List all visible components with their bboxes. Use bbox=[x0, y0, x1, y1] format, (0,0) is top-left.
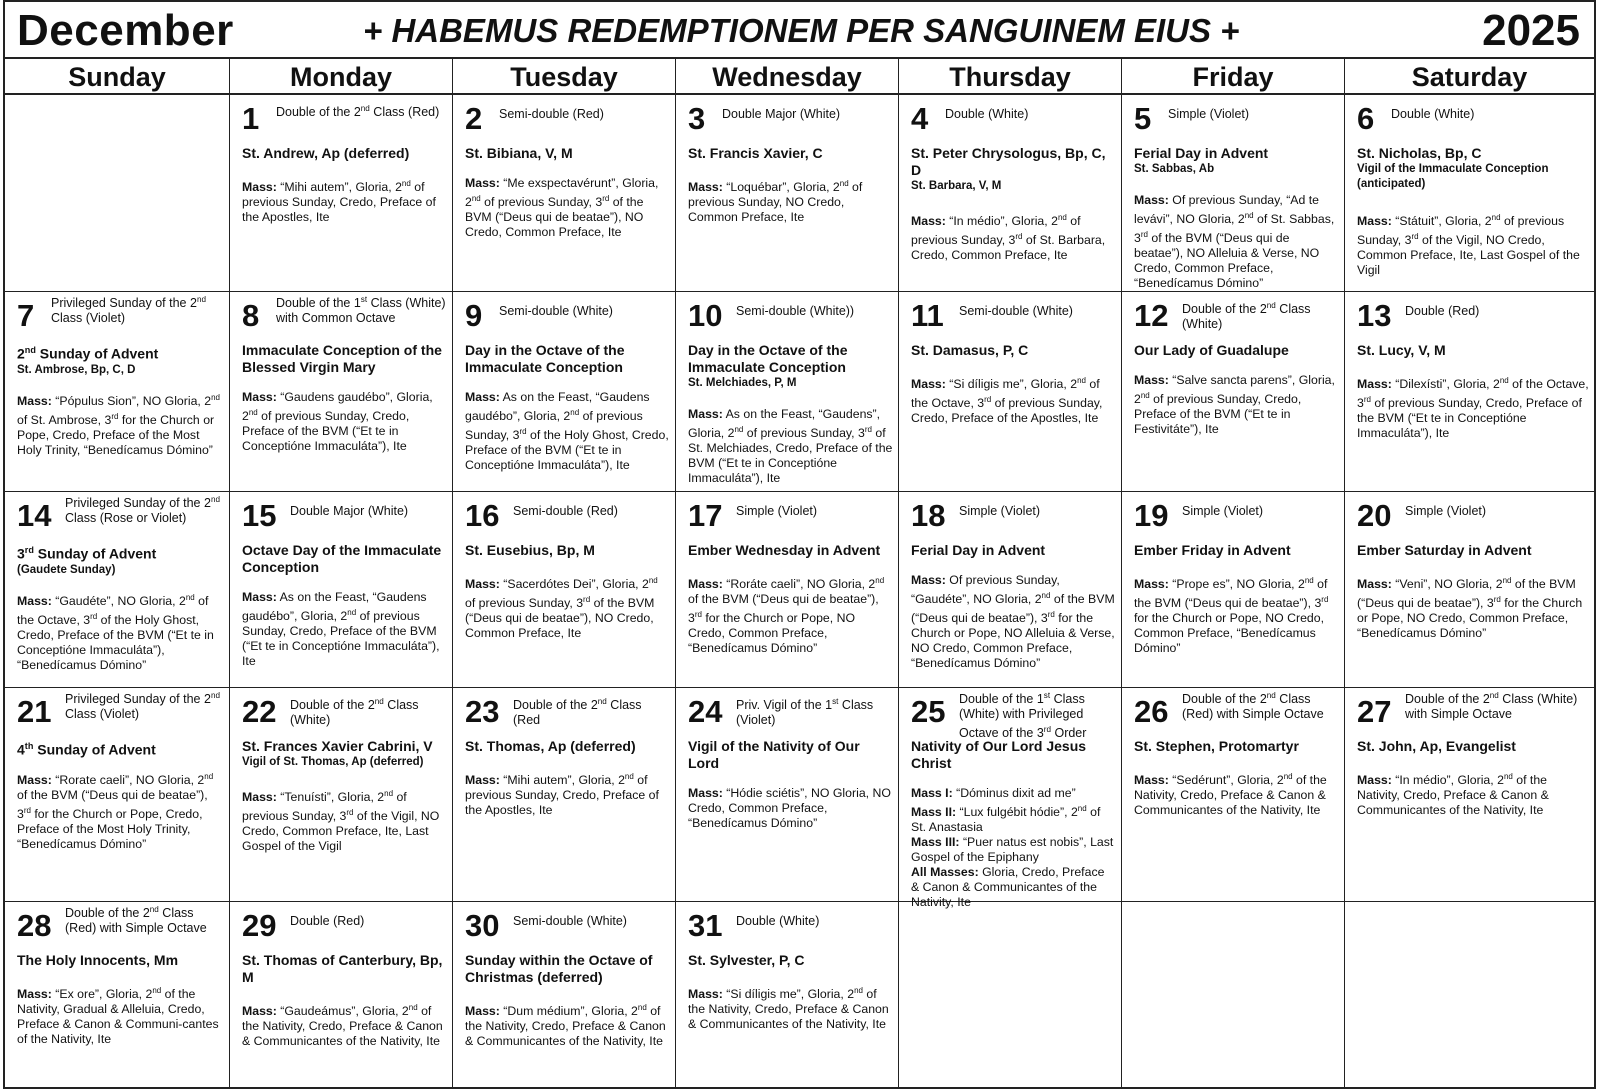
mass-notes: Mass: “Loquébar”, Gloria, 2nd of previous Sunday, NO Credo, Common Preface, Ite bbox=[688, 179, 863, 225]
mass-notes: Mass: “Veni”, NO Gloria, 2nd of the BVM (“Deus qui de beatae”), 3rd for the Church or Pope, NO Credo, Common Preface, “Benedícamus Dómino” bbox=[1357, 576, 1583, 641]
feast-title: Nativity of Our Lord Jesus Christ bbox=[911, 738, 1087, 771]
day-cell bbox=[5, 292, 230, 492]
liturgical-rank: Semi-double (White)) bbox=[736, 304, 855, 318]
feast-title: Ferial Day in Advent bbox=[911, 542, 1046, 558]
mass-notes: Mass: “Sacerdótes Dei”, Gloria, 2nd of previous Sunday, 3rd of the BVM (“Deus qui de beatae”), NO Credo, Common Preface, Ite bbox=[465, 576, 658, 641]
day-number: 15 bbox=[242, 498, 277, 533]
liturgical-rank: Double (Red) bbox=[1405, 304, 1480, 318]
mass-notes: Mass: “Tenuísti”, Gloria, 2nd of previous Sunday, 3rd of the Vigil, NO Credo, Common Preface, Ite, Last Gospel of the Vigil bbox=[242, 789, 440, 854]
calendar-header bbox=[5, 2, 1594, 59]
liturgical-rank: Double of the 1st Class (White) with Privileged Octave of the 3rd Order bbox=[959, 691, 1087, 741]
liturgical-rank: Double of the 2nd Class (Red bbox=[513, 697, 642, 728]
liturgical-rank: Double of the 2nd Class (Red) with Simple Octave bbox=[1182, 691, 1324, 722]
liturgical-rank: Semi-double (White) bbox=[959, 304, 1073, 318]
feast-title: St. Damasus, P, C bbox=[911, 342, 1029, 358]
empty-cell bbox=[5, 95, 230, 292]
day-cell bbox=[1122, 688, 1345, 902]
mass-notes: Mass: “In médio”, Gloria, 2nd of previous Sunday, 3rd of St. Barbara, Credo, Common Preface, Ite bbox=[911, 213, 1106, 263]
mass-notes: Mass: “Hódie sciétis”, NO Gloria, NO Credo, Common Preface, “Benedícamus Dómino” bbox=[688, 786, 891, 830]
liturgical-rank: Priv. Vigil of the 1st Class (Violet) bbox=[736, 697, 874, 728]
commemoration: Vigil of the Immaculate Conception (anticipated) bbox=[1357, 163, 1549, 190]
weekday-header: Saturday bbox=[1345, 59, 1594, 95]
liturgical-rank: Double of the 2nd Class (White) with Simple Octave bbox=[1405, 691, 1578, 722]
liturgical-rank: Semi-double (Red) bbox=[499, 107, 604, 121]
liturgical-rank: Simple (Violet) bbox=[736, 504, 818, 518]
commemoration: (Gaudete Sunday) bbox=[17, 563, 116, 576]
mass-notes: Mass: “Gaudens gaudébo”, Gloria, 2nd of previous Sunday, Credo, Preface of the BVM (“Et te in Conceptióne Immaculáta”), Ite bbox=[242, 390, 433, 454]
liturgical-rank: Double Major (White) bbox=[290, 504, 409, 518]
liturgical-rank: Double (White) bbox=[1391, 107, 1475, 121]
feast-title: Our Lady of Guadalupe bbox=[1134, 342, 1289, 358]
mass-notes: Mass: “Státuit”, Gloria, 2nd of previous Sunday, 3rd of the Vigil, NO Credo, Common Preface, Ite, Last Gospel of the Vigil bbox=[1357, 213, 1580, 278]
mass-notes: Mass: “Pópulus Sion”, NO Gloria, 2nd of St. Ambrose, 3rd for the Church or Pope, Credo, Preface of the Most Holy Trinity, “Benedícamus Dómino” bbox=[17, 393, 220, 458]
day-cell bbox=[5, 688, 230, 902]
liturgical-rank: Simple (Violet) bbox=[1168, 107, 1250, 121]
day-number: 7 bbox=[17, 298, 35, 333]
weekday-header: Tuesday bbox=[453, 59, 676, 95]
commemoration: St. Sabbas, Ab bbox=[1134, 163, 1215, 175]
feast-title: St. Thomas, Ap (deferred) bbox=[465, 738, 636, 754]
day-number: 21 bbox=[17, 694, 52, 729]
feast-title: Ember Friday in Advent bbox=[1134, 542, 1291, 558]
day-cell bbox=[676, 95, 899, 292]
day-cell bbox=[230, 95, 453, 292]
day-cell bbox=[1122, 292, 1345, 492]
day-cell bbox=[676, 292, 899, 492]
year-title: 2025 bbox=[1482, 6, 1580, 55]
day-cell bbox=[676, 492, 899, 688]
day-number: 20 bbox=[1357, 498, 1392, 533]
day-number: 6 bbox=[1357, 101, 1375, 136]
day-number: 5 bbox=[1134, 101, 1152, 136]
day-number: 12 bbox=[1134, 298, 1169, 333]
mass-notes: Mass I: “Dóminus dixit ad me” Mass II: “Lux fulgébit hódie”, 2nd of St. Anastasia Mass III: “Puer natus est nobis”, Last Gospel of the Epiphany All Masses: Gloria, Credo, Preface & Canon & Communicantes of the Nativity, Ite bbox=[911, 786, 1114, 910]
liturgical-rank: Privileged Sunday of the 2nd Class (Rose or Violet) bbox=[65, 495, 220, 526]
day-number: 3 bbox=[688, 101, 706, 136]
day-number: 11 bbox=[911, 298, 944, 333]
mass-notes: Mass: “Roráte caeli”, NO Gloria, 2nd of the BVM (“Deus qui de beatae”), 3rd for the Church or Pope, NO Credo, Common Preface, “Benedícamus Dómino” bbox=[688, 576, 885, 656]
motto: + HABEMUS REDEMPTIONEM PER SANGUINEM EIUS + bbox=[363, 12, 1240, 49]
day-number: 30 bbox=[465, 908, 500, 943]
day-cell bbox=[453, 95, 676, 292]
day-number: 24 bbox=[688, 694, 723, 729]
day-number: 17 bbox=[688, 498, 723, 533]
feast-title: Ember Wednesday in Advent bbox=[688, 542, 881, 558]
mass-notes: Mass: “Salve sancta parens”, Gloria, 2nd of previous Sunday, Credo, Preface of the BVM (“Et te in Festivitáte”), Ite bbox=[1134, 373, 1335, 437]
feast-title: 4th Sunday of Advent bbox=[17, 741, 156, 758]
day-cell bbox=[230, 902, 453, 1089]
feast-title: Immaculate Conception of the Blessed Virgin Mary bbox=[242, 342, 442, 375]
feast-title: Sunday within the Octave of Christmas (deferred) bbox=[465, 952, 653, 985]
liturgical-rank: Simple (Violet) bbox=[1405, 504, 1487, 518]
day-cell bbox=[899, 292, 1122, 492]
mass-notes: Mass: As on the Feast, “Gaudens”, Gloria, 2nd of previous Sunday, 3rd of St. Melchiades, Credo, Preface of the BVM (“Et te in Conceptióne Immaculáta”), Ite bbox=[688, 407, 893, 486]
mass-notes: Mass: “Dum médium”, Gloria, 2nd of the Nativity, Credo, Preface & Canon & Communicantes of the Nativity, Ite bbox=[465, 1003, 666, 1049]
day-cell bbox=[1345, 95, 1594, 292]
liturgical-rank: Simple (Violet) bbox=[1182, 504, 1264, 518]
mass-notes: Mass: “Me exspectavérunt”, Gloria, 2nd of previous Sunday, 3rd of the BVM (“Deus qui de beatae”), NO Credo, Common Preface, Ite bbox=[465, 176, 659, 240]
liturgical-rank: Simple (Violet) bbox=[959, 504, 1041, 518]
feast-title: St. Andrew, Ap (deferred) bbox=[242, 145, 410, 161]
feast-title: Vigil of the Nativity of Our Lord bbox=[688, 738, 860, 771]
day-number: 13 bbox=[1357, 298, 1392, 333]
day-number: 28 bbox=[17, 908, 52, 943]
mass-notes: Mass: Of previous Sunday, “Gaudéte”, NO Gloria, 2nd of the BVM (“Deus qui de beatae”), 3rd for the Church or Pope, NO Alleluia & Verse, NO Credo, Common Preface, “Benedícamus Dómino” bbox=[911, 573, 1115, 671]
feast-title: St. Bibiana, V, M bbox=[465, 145, 573, 161]
feast-title: St. Frances Xavier Cabrini, V Vigil of St. Thomas, Ap (deferred) bbox=[242, 738, 448, 770]
calendar bbox=[3, 0, 1596, 1089]
feast-title: 2nd Sunday of Advent St. Ambrose, Bp, C, D bbox=[17, 342, 225, 378]
day-number: 19 bbox=[1134, 498, 1169, 533]
empty-cell bbox=[899, 902, 1122, 1089]
mass-notes: Mass: “Mihi autem”, Gloria, 2nd of previous Sunday, Credo, Preface of the Apostles, Ite bbox=[242, 179, 436, 225]
feast-title: St. Lucy, V, M bbox=[1357, 342, 1446, 358]
liturgical-rank: Double of the 1st Class (White) with Common Octave bbox=[276, 295, 446, 326]
day-cell bbox=[1345, 492, 1594, 688]
day-cell bbox=[230, 292, 453, 492]
mass-notes: Mass: “Gaudeámus”, Gloria, 2nd of the Nativity, Credo, Preface & Canon & Communicantes of the Nativity, Ite bbox=[242, 1003, 443, 1049]
day-number: 27 bbox=[1357, 694, 1392, 729]
day-number: 10 bbox=[688, 298, 723, 333]
mass-notes: Mass: As on the Feast, “Gaudens gaudébo”, Gloria, 2nd of previous Sunday, Credo, Preface of the BVM (“Et te in Conceptióne Immaculáta”), Ite bbox=[242, 590, 440, 669]
liturgical-rank: Semi-double (White) bbox=[499, 304, 613, 318]
day-number: 8 bbox=[242, 298, 260, 333]
day-cell bbox=[230, 688, 453, 902]
liturgical-rank: Double Major (White) bbox=[722, 107, 841, 121]
feast-title: St. Eusebius, Bp, M bbox=[465, 542, 595, 558]
liturgical-rank: Double of the 2nd Class (White) bbox=[1182, 301, 1311, 332]
mass-notes: Mass: As on the Feast, “Gaudens gaudébo”, Gloria, 2nd of previous Sunday, 3rd of the Holy Ghost, Credo, Preface of the BVM (“Et te in Conceptióne Immaculáta”), Ite bbox=[465, 390, 669, 473]
day-number: 4 bbox=[911, 101, 929, 136]
weekday-header: Thursday bbox=[899, 59, 1122, 95]
day-number: 22 bbox=[242, 694, 277, 729]
liturgical-rank: Double (Red) bbox=[290, 914, 365, 928]
day-number: 29 bbox=[242, 908, 277, 943]
day-number: 25 bbox=[911, 694, 946, 729]
mass-notes: Mass: “Mihi autem”, Gloria, 2nd of previous Sunday, Credo, Preface of the Apostles, Ite bbox=[465, 772, 659, 818]
day-number: 18 bbox=[911, 498, 946, 533]
mass-notes: Mass: “Dilexísti”, Gloria, 2nd of the Octave, 3rd of previous Sunday, Credo, Preface of the BVM (“Et te in Conceptióne Immaculáta”), Ite bbox=[1357, 376, 1589, 441]
mass-notes: Mass: “Gaudéte”, NO Gloria, 2nd of the Octave, 3rd of the Holy Ghost, Credo, Preface of the BVM (“Et te in Conceptióne Immaculáta”), “Benedícamus Dómino” bbox=[17, 593, 214, 673]
feast-title: St. Nicholas, Bp, C Vigil of the Immaculate Conception (anticipated) bbox=[1357, 145, 1590, 192]
commemoration: Vigil of St. Thomas, Ap (deferred) bbox=[242, 756, 424, 768]
liturgical-rank: Double of the 2nd Class (White) bbox=[290, 697, 419, 728]
mass-notes: Mass: “Ex ore”, Gloria, 2nd of the Nativity, Gradual & Alleluia, Credo, Preface & Canon & Communi-cantes of the Nativity, Ite bbox=[17, 986, 219, 1047]
liturgical-rank: Privileged Sunday of the 2nd Class (Violet) bbox=[51, 295, 206, 326]
day-cell bbox=[5, 902, 230, 1089]
day-cell bbox=[5, 492, 230, 688]
day-cell bbox=[899, 95, 1122, 292]
commemoration: St. Ambrose, Bp, C, D bbox=[17, 363, 136, 376]
day-cell bbox=[1122, 492, 1345, 688]
mass-notes: Mass: “Prope es”, NO Gloria, 2nd of the BVM (“Deus qui de beatae”), 3rd for the Church or Pope, NO Credo, Common Preface, “Benedícamus Dómino” bbox=[1134, 576, 1329, 656]
feast-title: St. Francis Xavier, C bbox=[688, 145, 823, 161]
day-number: 2 bbox=[465, 101, 483, 136]
feast-title: Day in the Octave of the Immaculate Conception bbox=[465, 342, 625, 375]
day-number: 9 bbox=[465, 298, 483, 333]
day-cell bbox=[1345, 688, 1594, 902]
weekday-header: Friday bbox=[1122, 59, 1345, 95]
liturgical-rank: Semi-double (White) bbox=[513, 914, 627, 928]
mass-notes: Mass: “Rorate caeli”, NO Gloria, 2nd of the BVM (“Deus qui de beatae”), 3rd for the Church or Pope, Credo, Preface of the Most Holy Trinity, “Benedícamus Dómino” bbox=[17, 772, 214, 852]
liturgical-rank: Semi-double (Red) bbox=[513, 504, 618, 518]
liturgical-rank: Double of the 2nd Class (Red) bbox=[276, 104, 440, 120]
liturgical-rank: Privileged Sunday of the 2nd Class (Violet) bbox=[65, 691, 220, 722]
feast-title: St. John, Ap, Evangelist bbox=[1357, 738, 1516, 754]
feast-title: Ember Saturday in Advent bbox=[1357, 542, 1532, 558]
liturgical-rank: Double of the 2nd Class (Red) with Simple Octave bbox=[65, 905, 207, 936]
day-cell bbox=[899, 492, 1122, 688]
day-number: 31 bbox=[688, 908, 723, 943]
commemoration: St. Barbara, V, M bbox=[911, 180, 1002, 192]
mass-notes: Mass: “Sedérunt”, Gloria, 2nd of the Nativity, Credo, Preface & Canon & Communicantes of the Nativity, Ite bbox=[1134, 772, 1327, 818]
empty-cell bbox=[1122, 902, 1345, 1089]
day-cell bbox=[899, 688, 1122, 910]
mass-notes: Mass: “Si díligis me”, Gloria, 2nd of the Octave, 3rd of previous Sunday, Credo, Preface of the Apostles, Ite bbox=[911, 376, 1103, 426]
day-number: 23 bbox=[465, 694, 500, 729]
feast-title: Ferial Day in Advent St. Sabbas, Ab bbox=[1134, 145, 1340, 177]
day-cell bbox=[453, 688, 676, 902]
day-cell bbox=[453, 292, 676, 492]
feast-title: St. Peter Chrysologus, Bp, C, D St. Barbara, V, M bbox=[911, 145, 1117, 194]
feast-title: St. Thomas of Canterbury, Bp, M bbox=[242, 952, 443, 985]
day-cell bbox=[1122, 95, 1345, 292]
commemoration: St. Melchiades, P, M bbox=[688, 377, 797, 389]
feast-title: The Holy Innocents, Mm bbox=[17, 952, 179, 968]
feast-title: 3rd Sunday of Advent (Gaudete Sunday) bbox=[17, 542, 225, 578]
mass-notes: Mass: Of previous Sunday, “Ad te levávi”, NO Gloria, 2nd of St. Sabbas, 3rd of the BVM (“Deus qui de beatae”), NO Alleluia & Verse, NO Credo, Common Preface, “Benedícamus Dómino” bbox=[1134, 193, 1335, 291]
feast-title: Day in the Octave of the Immaculate Conception St. Melchiades, P, M bbox=[688, 342, 894, 391]
day-number: 14 bbox=[17, 498, 52, 533]
liturgical-rank: Double (White) bbox=[736, 914, 820, 928]
month-title: December bbox=[17, 6, 234, 55]
day-number: 26 bbox=[1134, 694, 1169, 729]
day-cell bbox=[453, 902, 676, 1089]
day-cell bbox=[676, 902, 899, 1089]
mass-notes: Mass: “In médio”, Gloria, 2nd of the Nativity, Credo, Preface & Canon & Communicantes of the Nativity, Ite bbox=[1357, 772, 1549, 818]
liturgical-rank: Double (White) bbox=[945, 107, 1029, 121]
weekday-header: Sunday bbox=[5, 59, 230, 95]
day-number: 1 bbox=[242, 101, 260, 136]
feast-title: Octave Day of the Immaculate Conception bbox=[242, 542, 442, 575]
weekday-header: Monday bbox=[230, 59, 453, 95]
day-cell bbox=[453, 492, 676, 688]
day-cell bbox=[230, 492, 453, 688]
feast-title: St. Stephen, Protomartyr bbox=[1134, 738, 1299, 754]
day-cell bbox=[676, 688, 899, 902]
day-cell bbox=[1345, 292, 1594, 492]
empty-cell bbox=[1345, 902, 1594, 1089]
feast-title: St. Sylvester, P, C bbox=[688, 952, 805, 968]
mass-notes: Mass: “Si díligis me”, Gloria, 2nd of the Nativity, Credo, Preface & Canon & Communicantes of the Nativity, Ite bbox=[688, 986, 889, 1032]
day-number: 16 bbox=[465, 498, 500, 533]
weekday-header: Wednesday bbox=[676, 59, 899, 95]
